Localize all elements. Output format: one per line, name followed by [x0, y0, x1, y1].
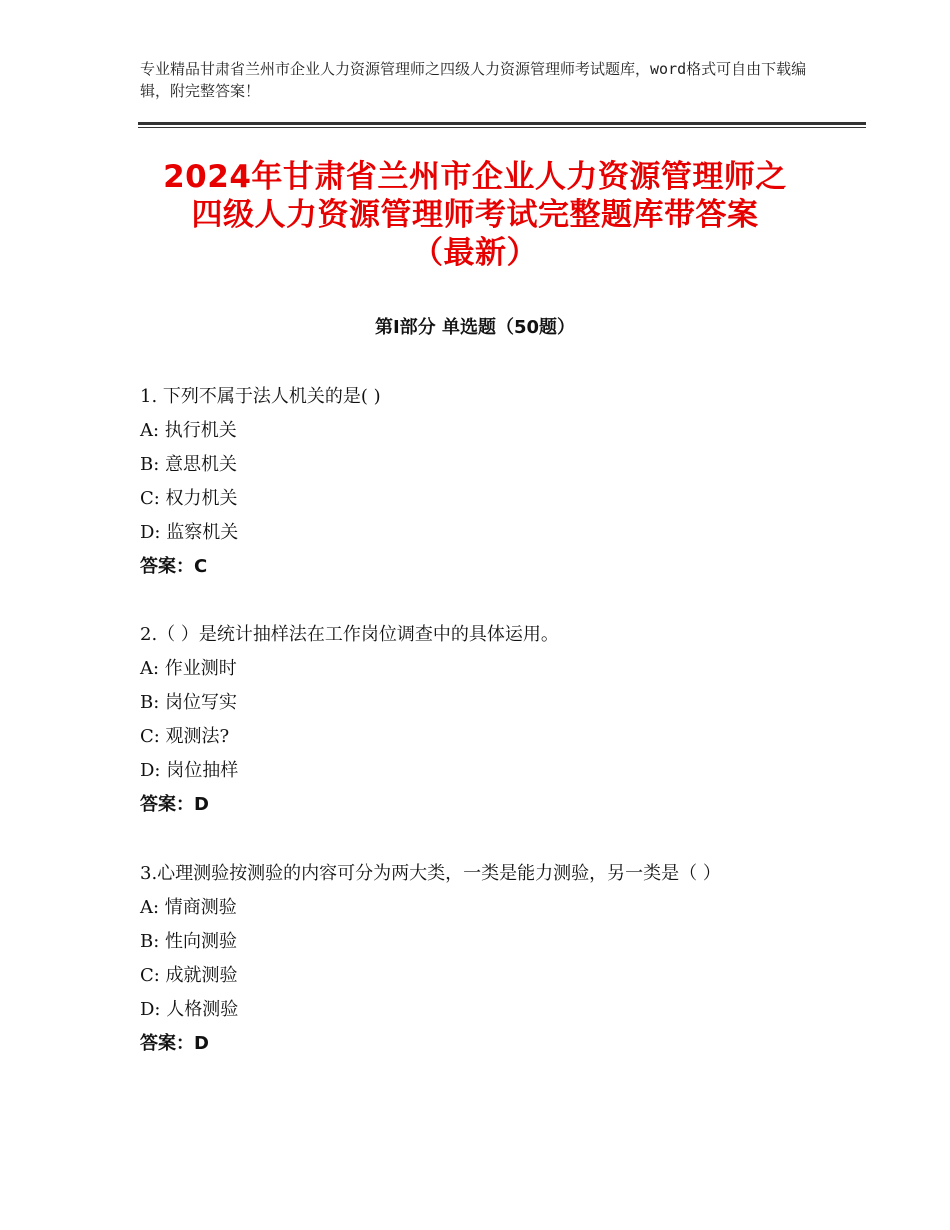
- option-c: C: 成就测验: [140, 965, 238, 986]
- option-a: A: 执行机关: [140, 420, 237, 441]
- answer: 答案：C: [140, 556, 208, 577]
- title-line-2: 四级人力资源管理师考试完整题库带答案: [191, 197, 759, 233]
- option-a: A: 作业测时: [140, 658, 237, 679]
- option-d: D: 监察机关: [140, 522, 239, 543]
- option-c: C: 观测法?: [140, 726, 230, 747]
- header-note: 专业精品甘肃省兰州市企业人力资源管理师之四级人力资源管理师考试题库，word格式可自由下载编辑，附完整答案！: [140, 60, 807, 100]
- question-2: [140, 618, 830, 822]
- question-1: [140, 380, 830, 584]
- title-line-3: （最新）: [412, 235, 538, 271]
- question-stem: 1. 下列不属于法人机关的是( ): [140, 386, 381, 407]
- title-line-1: 2024年甘肃省兰州市企业人力资源管理师之: [163, 159, 787, 195]
- question-stem: 2.（ ）是统计抽样法在工作岗位调查中的具体运用。: [140, 624, 559, 645]
- option-c: C: 权力机关: [140, 488, 238, 509]
- document-title: [120, 158, 830, 272]
- answer: 答案：D: [140, 1033, 209, 1054]
- header-rule-thick: [138, 122, 866, 125]
- question-stem: 3.心理测验按测验的内容可分为两大类，一类是能力测验，另一类是（ ）: [140, 863, 721, 884]
- header-rule-thin: [138, 127, 866, 128]
- option-d: D: 岗位抽样: [140, 760, 239, 781]
- option-b: B: 意思机关: [140, 454, 238, 475]
- answer: 答案：D: [140, 794, 209, 815]
- option-a: A: 情商测验: [140, 897, 237, 918]
- section-heading: 第Ⅰ部分 单选题（50题）: [374, 317, 575, 338]
- option-b: B: 岗位写实: [140, 692, 238, 713]
- option-b: B: 性向测验: [140, 931, 238, 952]
- question-3: [140, 857, 830, 1061]
- option-d: D: 人格测验: [140, 999, 239, 1020]
